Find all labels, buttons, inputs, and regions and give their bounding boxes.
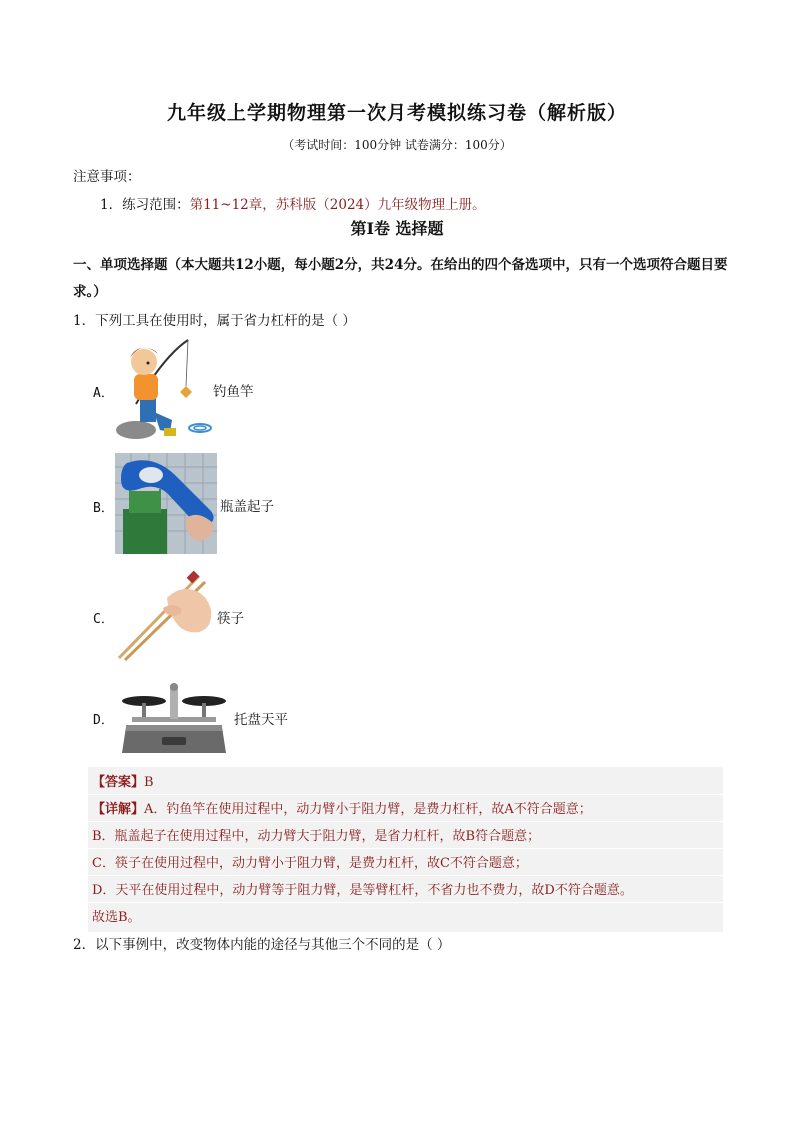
scope-prefix: 1．练习范围： [100,197,190,213]
conclusion: 故选B。 [92,910,141,925]
explanation-d: D．天平在使用过程中，动力臂等于阻力臂，是等臂杠杆，不省力也不费力，故D不符合题意。 [92,883,633,898]
option-b-label: 瓶盖起子 [220,499,274,515]
explanation-b: B．瓶盖起子在使用过程中，动力臂大于阻力臂，是省力杠杆，故B符合题意； [92,829,541,844]
detail-tag: 【详解】 [92,802,145,817]
exam-info: （考试时间：100分钟 试卷满分：100分） [282,138,512,152]
answer-box [88,767,723,932]
option-b-letter: B． [93,501,114,516]
detail-line [92,798,592,817]
explanation-a: A．钓鱼竿在使用过程中，动力臂小于阻力臂，是费力杠杆，故A不符合题意； [144,802,592,817]
bottle-opener-image [115,453,217,554]
option-c-label: 筷子 [217,611,244,627]
scope-range: 第11~12章，苏科版（2024）九年级物理上册。 [189,197,486,213]
answer-line [92,771,154,790]
answer-divider [88,875,723,876]
practice-scope [100,193,486,213]
answer-divider [88,902,723,903]
answer-value: B [144,775,154,790]
notice-heading: 注意事项： [73,169,141,185]
question-1-stem: 1．下列工具在使用时，属于省力杠杆的是（ ） [73,313,356,329]
option-a-label: 钓鱼竿 [213,384,254,400]
answer-divider [88,848,723,849]
answer-tag: 【答案】 [92,775,145,790]
fishing-rod-image [114,336,212,442]
volume-title: 第Ⅰ卷 选择题 [350,219,444,238]
question-2-stem: 2．以下事例中，改变物体内能的途径与其他三个不同的是（ ） [73,937,451,953]
section-heading: 一、单项选择题（本大题共12小题，每小题2分，共24分。在给出的四个备选项中，只有一个选项符合题目要求。） [73,257,728,300]
balance-scale-image [118,681,230,757]
option-a-letter: A． [93,386,114,401]
answer-divider [88,821,723,822]
option-d-label: 托盘天平 [234,712,288,728]
answer-divider [88,794,723,795]
explanation-c: C．筷子在使用过程中，动力臂小于阻力臂，是费力杠杆，故C不符合题意； [92,856,528,871]
page-title: 九年级上学期物理第一次月考模拟练习卷（解析版） [166,102,627,124]
chopsticks-image [115,568,215,662]
option-d-letter: D． [93,713,114,728]
option-c-letter: C． [93,612,114,627]
